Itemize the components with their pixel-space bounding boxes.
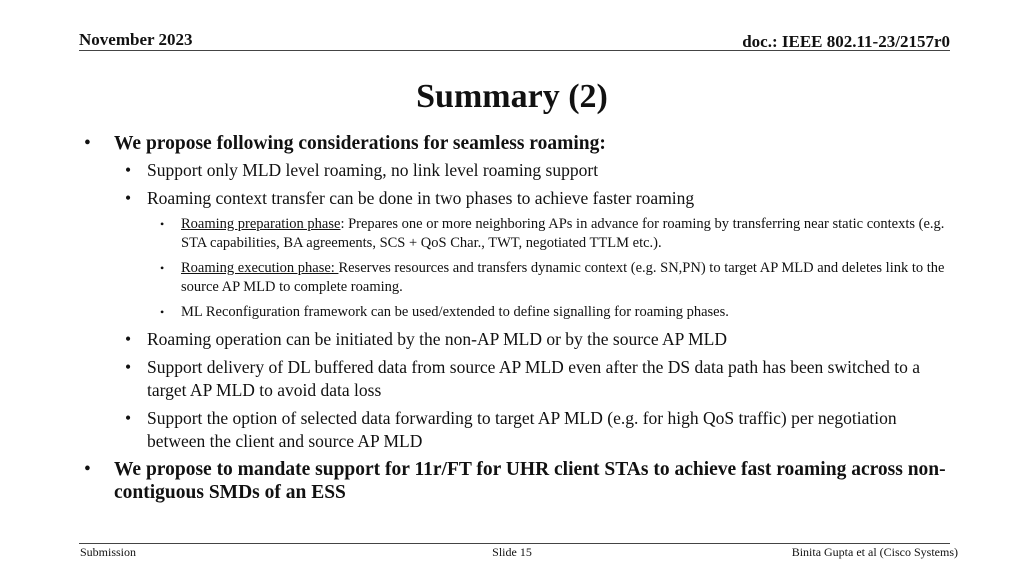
bullet-dot-icon: • <box>125 160 132 180</box>
bullet-text: Reserves resources and transfers dynamic context (e.g. SN,PN) to target AP MLD and deletes link to the source AP MLD to complete roaming. <box>181 260 945 295</box>
bullet-level3 <box>80 259 950 297</box>
bullet-level2 <box>80 328 950 351</box>
bullet-text: Support only MLD level roaming, no link level roaming support <box>147 160 599 180</box>
bullet-dot-icon: • <box>160 261 165 275</box>
header-doc-id: doc.: IEEE 802.11-23/2157r0 <box>742 32 950 51</box>
bullet-level3 <box>80 303 950 322</box>
bullet-dot-icon: • <box>125 188 132 208</box>
bullet-text: Support delivery of DL buffered data from source AP MLD even after the DS data path has been switched to a target AP MLD to avoid data loss <box>147 357 921 400</box>
bullet-text: Roaming operation can be initiated by the non-AP MLD or by the source AP MLD <box>147 329 727 349</box>
header-date: November 2023 <box>79 30 193 49</box>
bullet-dot-icon: • <box>125 329 132 349</box>
footer-author: Binita Gupta et al (Cisco Systems) <box>791 545 958 559</box>
term-preparation-phase: Roaming preparation phase <box>181 216 341 232</box>
bullet-dot-icon: • <box>160 217 165 231</box>
bullet-dot-icon: • <box>125 357 132 377</box>
bullet-dot-icon: • <box>84 133 91 154</box>
footer-slide-number: Slide 15 <box>492 545 532 559</box>
bullet-text: ML Reconfiguration framework can be used/extended to define signalling for roaming phases. <box>181 304 729 320</box>
slide-body <box>80 132 950 508</box>
bullet-level1 <box>80 458 950 504</box>
bullet-level2 <box>80 407 950 453</box>
bullet-text: : Prepares one or more neighboring APs in advance for roaming by transferring near static contexts (e.g. STA capabilities, BA agreements, SCS + QoS Char., TWT, negotiated TTLM etc.). <box>181 216 945 251</box>
bullet-level1 <box>80 132 950 155</box>
bullet-text: Roaming context transfer can be done in two phases to achieve faster roaming <box>147 188 695 208</box>
bullet-level3 <box>80 215 950 253</box>
bullet-text: Support the option of selected data forwarding to target AP MLD (e.g. for high QoS traffic) per negotiation between the client and source AP MLD <box>147 408 897 451</box>
slide-title: Summary (2) <box>416 78 608 115</box>
bullet-text: We propose to mandate support for 11r/FT for UHR client STAs to achieve fast roaming across non-contiguous SMDs of an ESS <box>114 459 946 503</box>
header-divider <box>79 50 950 51</box>
term-execution-phase: Roaming execution phase: <box>181 260 339 276</box>
bullet-dot-icon: • <box>160 305 165 319</box>
bullet-level2 <box>80 356 950 402</box>
bullet-dot-icon: • <box>125 408 132 428</box>
bullet-level2 <box>80 187 950 210</box>
bullet-text: We propose following considerations for seamless roaming: <box>114 133 606 154</box>
footer-divider <box>79 543 950 544</box>
footer-submission: Submission <box>80 545 137 559</box>
bullet-level2 <box>80 159 950 182</box>
bullet-dot-icon: • <box>84 459 91 480</box>
